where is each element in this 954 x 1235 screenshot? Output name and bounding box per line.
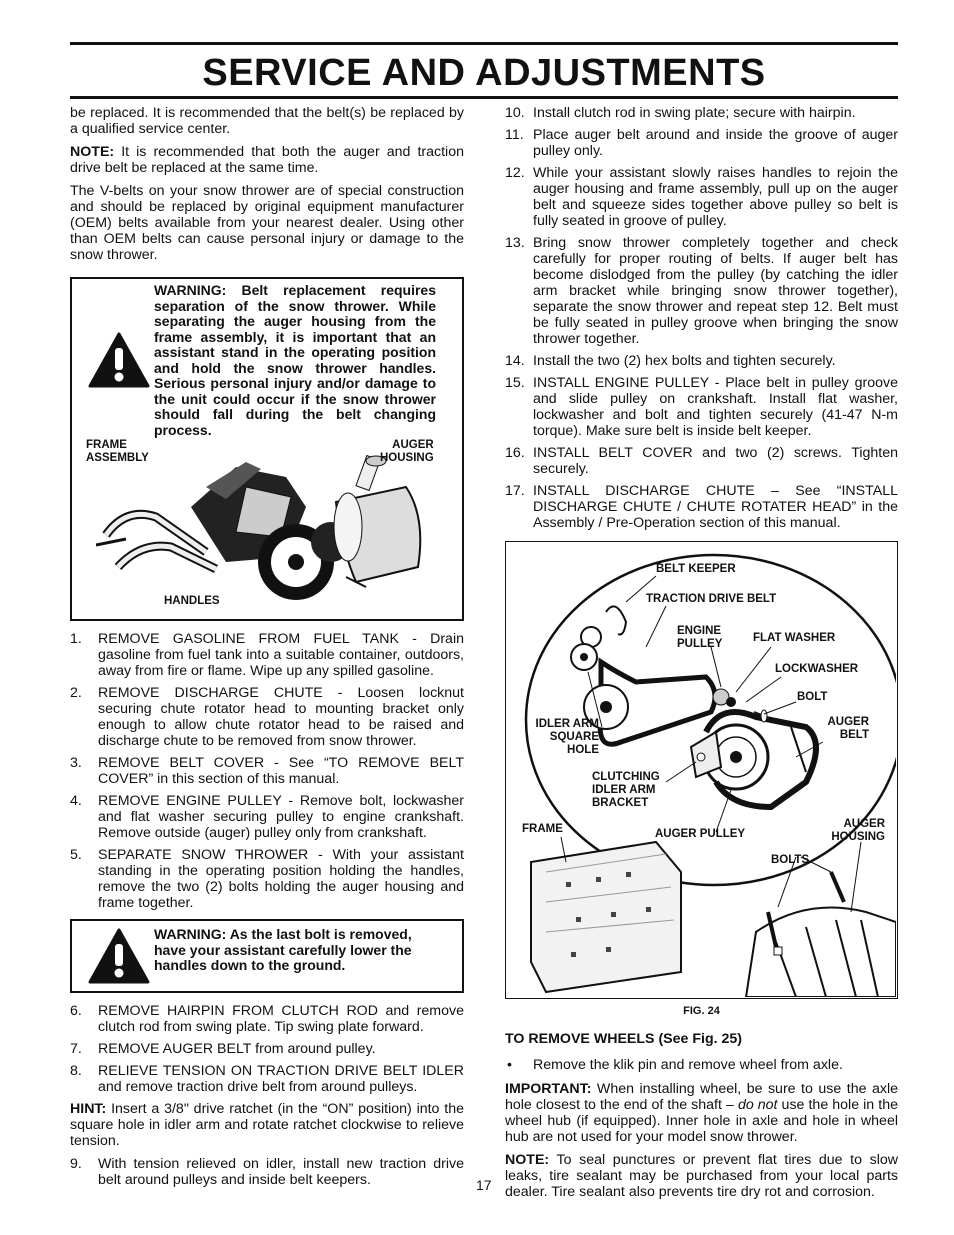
step-item: [505, 483, 898, 531]
steps-list-b: [70, 1003, 464, 1095]
step-text: INSTALL DISCHARGE CHUTE – See “INSTALL DISCHARGE CHUTE / CHUTE ROTATER HEAD” in the Assembly / Pre-Operation section of this manual.: [533, 483, 898, 531]
step-text: SEPARATE SNOW THROWER - With your assistant standing in the operating position holding the handles, remove the two (2) bolts holding the auger housing and frame together.: [98, 847, 464, 911]
right-column: [505, 105, 898, 1207]
step-item: [70, 685, 464, 749]
step-number: 2.: [70, 685, 82, 701]
step-item: [505, 375, 898, 439]
label-handles: HANDLES: [164, 595, 220, 607]
label-traction-drive-belt: TRACTION DRIVE BELT: [646, 593, 777, 605]
bullet-icon: •: [507, 1057, 512, 1073]
step-number: 3.: [70, 755, 82, 771]
warning-triangle-icon: [88, 928, 150, 984]
intro-paragraph: be replaced. It is recommended that the belt(s) be replaced by a qualified service center.: [70, 105, 464, 137]
step-item: [70, 1041, 464, 1057]
bullet-text: Remove the klik pin and remove wheel from axle.: [533, 1057, 843, 1073]
step-item: [505, 127, 898, 159]
step-text: While your assistant slowly raises handles to rejoin the auger housing and frame assembly, pull up on the auger belt and squeeze sides together above pulley so belt is fully seated in groove of pulley.: [533, 165, 898, 229]
step-item: [70, 631, 464, 679]
step-item: [70, 847, 464, 911]
hint-label: HINT:: [70, 1101, 107, 1117]
title-underline: [70, 96, 898, 99]
step-text: Install the two (2) hex bolts and tighten securely.: [533, 353, 836, 369]
warning-box-last-bolt: [70, 919, 464, 993]
step-number: 12.: [505, 165, 525, 181]
step-item: [505, 105, 898, 121]
note-label: NOTE:: [505, 1152, 550, 1168]
step-number: 11.: [505, 127, 524, 143]
step-text: REMOVE DISCHARGE CHUTE - Loosen locknut securing chute rotator head to mounting bracket only enough to allow chute rotator head to be raised and discharge chute to be removed from snow thrower.: [98, 685, 464, 749]
step-text: REMOVE BELT COVER - See “TO REMOVE BELT COVER” in this section of this manual.: [98, 755, 464, 787]
step-number: 15.: [505, 375, 525, 391]
label-engine-pulley: ENGINE PULLEY: [677, 625, 723, 650]
section-heading-remove-wheels: TO REMOVE WHEELS (See Fig. 25): [505, 1031, 743, 1047]
label-auger-housing: AUGER HOUSING: [380, 439, 434, 464]
page-title: SERVICE AND ADJUSTMENTS: [202, 52, 766, 94]
step-number: 9.: [70, 1156, 82, 1172]
hint-paragraph: [70, 1101, 464, 1149]
step-number: 10.: [505, 105, 525, 121]
important-label: IMPORTANT:: [505, 1081, 592, 1097]
step-text: REMOVE AUGER BELT from around pulley.: [98, 1041, 376, 1057]
step-text: Place auger belt around and inside the groove of auger pulley only.: [533, 127, 898, 159]
step-text: REMOVE GASOLINE FROM FUEL TANK - Drain gasoline from fuel tank into a suitable container, outdoors, away from fire or flame. Wipe up any spilled gasoline.: [98, 631, 464, 679]
label-belt-keeper: BELT KEEPER: [656, 563, 736, 575]
step-number: 4.: [70, 793, 82, 809]
label-clutching-idler-arm-bracket: CLUTCHING IDLER ARM BRACKET: [592, 771, 660, 809]
note-sealant-paragraph: [505, 1152, 898, 1200]
label-auger-housing: AUGER HOUSING: [831, 818, 885, 843]
step-item: [70, 1063, 464, 1095]
step-text: Install clutch rod in swing plate; secure with hairpin.: [533, 105, 856, 121]
step-number: 1.: [70, 631, 82, 647]
label-bolt: BOLT: [797, 691, 828, 703]
important-text: When installing wheel, be sure to use the axle hole closest to the end of the shaft –: [505, 1081, 898, 1113]
note-label: NOTE:: [70, 144, 115, 160]
step-number: 8.: [70, 1063, 82, 1079]
belt-routing-illustration: [506, 542, 896, 997]
top-rule: [70, 42, 898, 45]
step-text: REMOVE HAIRPIN FROM CLUTCH ROD and remove clutch rod from swing plate. Tip swing plate forward.: [98, 1003, 464, 1035]
step-number: 6.: [70, 1003, 82, 1019]
figure-24-belt-routing: [505, 541, 898, 999]
step-item: [505, 353, 898, 369]
label-lockwasher: LOCKWASHER: [775, 663, 859, 675]
step-item: [70, 793, 464, 841]
important-paragraph: [505, 1081, 898, 1145]
steps-list-c: [70, 1156, 464, 1188]
step-number: 7.: [70, 1041, 82, 1057]
note-text: It is recommended that both the auger and traction drive belt be replaced at the same time.: [70, 144, 464, 176]
note-text: To seal punctures or prevent flat tires due to slow leaks, tire sealant may be purchased from your local parts dealer. Tire sealant also prevents tire dry rot and corrosion.: [505, 1152, 898, 1200]
steps-list-a: [70, 631, 464, 911]
label-frame: FRAME: [522, 823, 563, 835]
step-number: 16.: [505, 445, 525, 461]
step-item: [505, 235, 898, 347]
step-text: INSTALL BELT COVER and two (2) screws. Tighten securely.: [533, 445, 898, 477]
steps-list-right: [505, 105, 898, 531]
label-flat-washer: FLAT WASHER: [753, 632, 836, 644]
step-number: 5.: [70, 847, 82, 863]
snow-thrower-separation-illustration: [96, 447, 426, 612]
hint-text: Insert a 3/8" drive ratchet (in the “ON” position) into the square hole in idler arm and rotate ratchet clockwise to relieve tension.: [70, 1101, 464, 1149]
page-number: 17: [476, 1177, 492, 1193]
step-item: [70, 1003, 464, 1035]
step-number: 13.: [505, 235, 525, 251]
label-auger-belt: AUGER BELT: [827, 716, 869, 741]
warning-text: WARNING: Belt replacement requires separation of the snow thrower. While separating the auger housing from the frame assembly, it is important that an assistant stand in the operating position and hold the snow thrower handles. Serious personal injury and/or damage to the unit could occur if the snow thrower should fall during the belt changing process.: [154, 282, 436, 438]
vbelt-paragraph: The V-belts on your snow thrower are of special construction and should be replaced by original equipment manufacturer (OEM) belts available from your nearest dealer. Using other than OEM belts can cause personal injury or damage to the snow thrower.: [70, 183, 464, 263]
label-bolts: BOLTS: [771, 854, 810, 866]
warning-text: WARNING: As the last bolt is removed, have your assistant carefully lower the handles down to the ground.: [154, 926, 412, 973]
important-emphasis: do not: [737, 1097, 778, 1113]
label-frame-assembly: FRAME ASSEMBLY: [86, 439, 149, 464]
step-text: INSTALL ENGINE PULLEY - Place belt in pulley groove and slide pulley on crankshaft. Install flat washer, lockwasher and bolt and tighten securely (41-47 N-m torque). Make sure belt is inside belt keeper.: [533, 375, 898, 439]
step-number: 14.: [505, 353, 525, 369]
step-text: RELIEVE TENSION ON TRACTION DRIVE BELT IDLER and remove traction drive belt from around pulleys.: [98, 1063, 464, 1095]
warning-triangle-icon: [88, 332, 150, 388]
step-number: 17.: [505, 483, 525, 499]
note-paragraph: [70, 144, 464, 176]
warning-box-belt-replacement: [70, 277, 464, 621]
important-text-continued: use the hole in the wheel hub (if equipped). Inner hole in axle and hole in wheel hub are not used for your model snow thrower.: [505, 1097, 898, 1145]
label-auger-pulley: AUGER PULLEY: [655, 828, 746, 840]
list-item: [505, 1057, 898, 1073]
step-item: [505, 165, 898, 229]
step-text: With tension relieved on idler, install new traction drive belt around pulleys and inside belt keepers.: [98, 1156, 464, 1188]
step-item: [505, 445, 898, 477]
step-item: [70, 1156, 464, 1188]
left-column: [70, 105, 464, 1194]
figure-caption: FIG. 24: [683, 1005, 720, 1017]
label-idler-arm-square-hole: IDLER ARM SQUARE HOLE: [535, 718, 599, 756]
step-text: Bring snow thrower completely together and check carefully for proper routing of belts. If auger belt has become dislodged from the pulley (by catching the idler arm bracket while bringing snow thrower together), separate the snow thrower and repeat step 12. Belt must be fully seated in pulley groove when bringing the snow thrower together.: [533, 235, 898, 347]
step-item: [70, 755, 464, 787]
step-text: REMOVE ENGINE PULLEY - Remove bolt, lockwasher and flat washer securing pulley to engine crankshaft. Remove outside (auger) pulley only from crankshaft.: [98, 793, 464, 841]
